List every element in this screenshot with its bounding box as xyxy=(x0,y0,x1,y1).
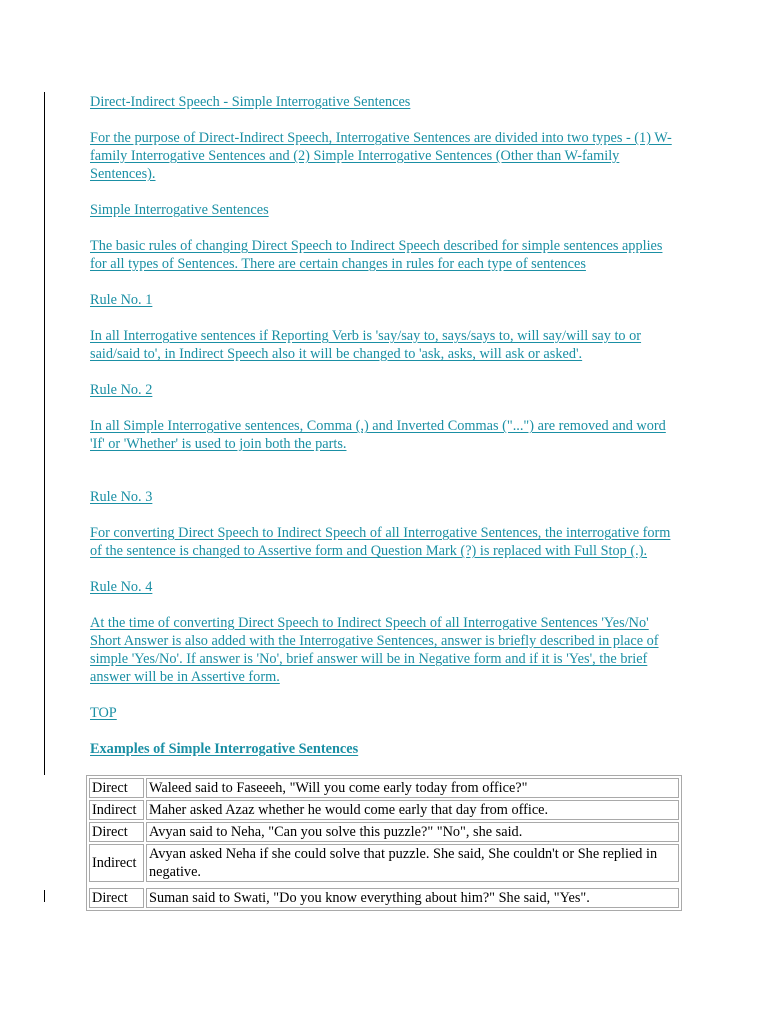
rule-2-label[interactable]: Rule No. 2 xyxy=(90,382,153,398)
table-row xyxy=(89,778,679,798)
rule-1-label[interactable]: Rule No. 1 xyxy=(90,292,153,308)
examples-heading: Examples of Simple Interrogative Sentences xyxy=(90,741,359,757)
table-row xyxy=(89,844,679,882)
speech-type-cell: Direct xyxy=(89,822,144,842)
rule-3-text[interactable]: For converting Direct Speech to Indirect Speech of all Interrogative Sentences, the interrogative form of the sentence is changed to Assertive form and Question Mark (?) is replaced with Full Stop (.). xyxy=(90,525,671,559)
examples-table xyxy=(86,775,682,911)
left-margin-marker xyxy=(44,890,45,902)
sentence-cell: Maher asked Azaz whether he would come early that day from office. xyxy=(146,800,679,820)
sentence-cell: Avyan asked Neha if she could solve that puzzle. She said, She couldn't or She replied in negative. xyxy=(146,844,679,882)
speech-type-cell: Direct xyxy=(89,778,144,798)
table-spacer-row xyxy=(89,884,679,886)
sentence-cell: Waleed said to Faseeeh, "Will you come early today from office?" xyxy=(146,778,679,798)
spacer-cell xyxy=(89,884,679,886)
intro-link[interactable]: For the purpose of Direct-Indirect Speech, Interrogative Sentences are divided into two types - (1) W-family Interrogative Sentences and (2) Simple Interrogative Sentences (Other than W-family Sentences). xyxy=(90,130,672,182)
speech-type-cell: Indirect xyxy=(89,844,144,882)
basic-rules-link[interactable]: The basic rules of changing Direct Speech to Indirect Speech described for simple sentences applies for all types of Sentences. There are certain changes in rules for each type of sentences xyxy=(90,238,663,272)
subtitle-link[interactable]: Simple Interrogative Sentences xyxy=(90,202,269,218)
speech-type-cell: Direct xyxy=(89,888,144,908)
rule-2-text[interactable]: In all Simple Interrogative sentences, Comma (,) and Inverted Commas ("...") are removed and word 'If' or 'Whether' is used to join both the parts. xyxy=(90,418,666,452)
left-margin-bar xyxy=(44,92,45,775)
speech-type-cell: Indirect xyxy=(89,800,144,820)
table-row xyxy=(89,888,679,908)
rule-4-text[interactable]: At the time of converting Direct Speech to Indirect Speech of all Interrogative Sentences 'Yes/No' Short Answer is also added with the Interrogative Sentences, answer is briefly described in place of simple 'Yes/No'. If answer is 'No', brief answer will be in Negative form and if it is 'Yes', the brief answer will be in Assertive form. xyxy=(90,615,659,685)
sentence-cell: Avyan said to Neha, "Can you solve this puzzle?" "No", she said. xyxy=(146,822,679,842)
sentence-cell: Suman said to Swati, "Do you know everything about him?" She said, "Yes". xyxy=(146,888,679,908)
rule-3-label[interactable]: Rule No. 3 xyxy=(90,489,153,505)
document-body xyxy=(90,93,682,758)
top-link[interactable]: TOP xyxy=(90,705,117,721)
table-row xyxy=(89,822,679,842)
table-row xyxy=(89,800,679,820)
page-title-link[interactable]: Direct-Indirect Speech - Simple Interrogative Sentences xyxy=(90,94,411,110)
rule-4-label[interactable]: Rule No. 4 xyxy=(90,579,153,595)
rule-1-text[interactable]: In all Interrogative sentences if Reporting Verb is 'say/say to, says/says to, will say/will say to or said/said to', in Indirect Speech also it will be changed to 'ask, asks, will ask or asked'. xyxy=(90,328,642,362)
